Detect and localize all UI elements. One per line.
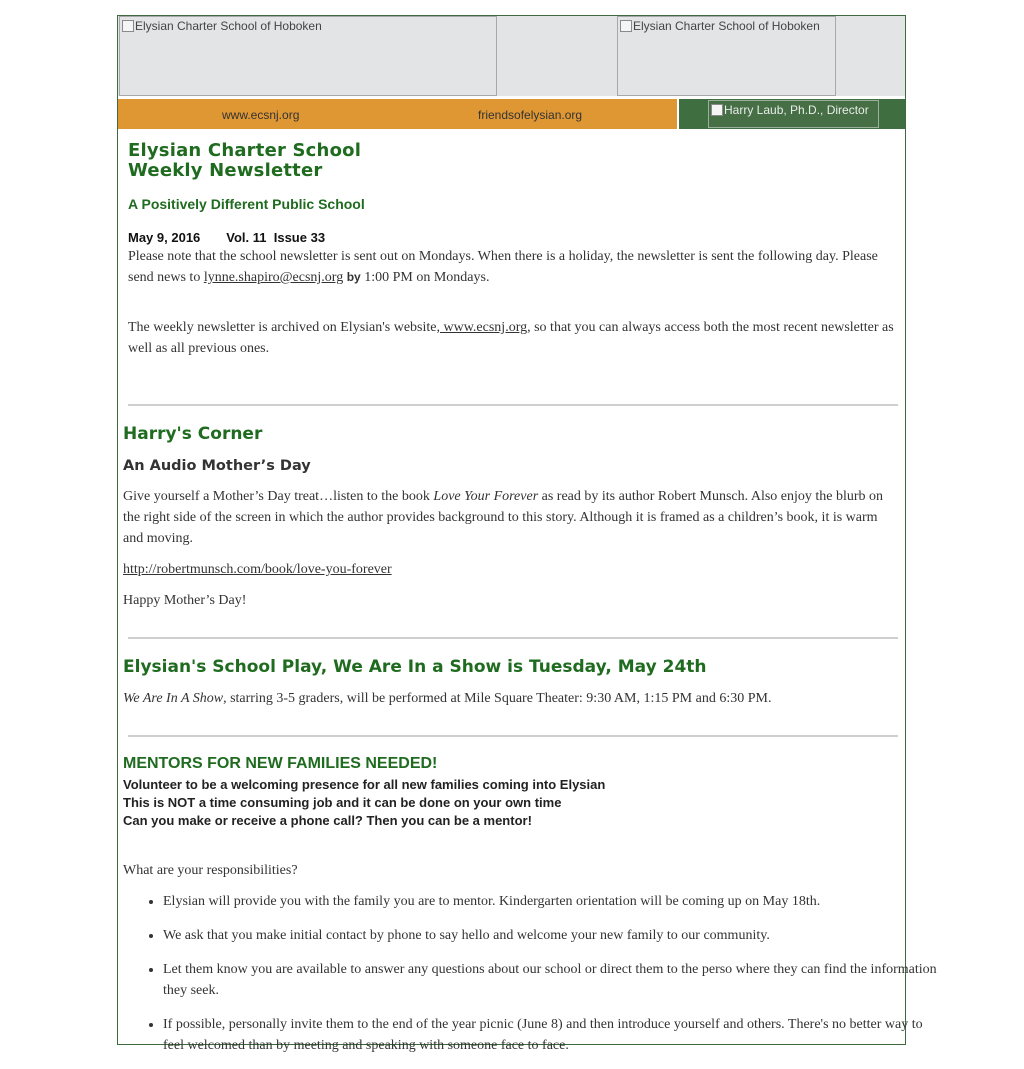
issue-dateline: May 9, 2016 Vol. 11 Issue 33	[128, 230, 326, 245]
submission-note: Please note that the school newsletter is sent out on Mondays. When there is a holiday, the newsletter is sent the following day. Please send news to lynne.shapiro@ecsnj.org by 1:00 PM on Mondays.	[128, 249, 878, 285]
broken-image-icon	[711, 104, 723, 116]
archive-note: The weekly newsletter is archived on Elysian's website, www.ecsnj.org, so that you can always access both the most recent newsletter as well as all previous ones.	[128, 320, 894, 356]
newsletter-title: Elysian Charter School Weekly Newsletter	[128, 140, 362, 181]
newsletter-frame	[117, 15, 937, 1053]
section-divider	[128, 735, 898, 737]
school-website-link[interactable]: www.ecsnj.org	[222, 108, 300, 122]
archive-website-link[interactable]: www.ecsnj.org	[440, 320, 528, 335]
school-banner-image: Elysian Charter School of Hoboken	[617, 16, 836, 96]
friends-website-link[interactable]: friendsofelysian.org	[478, 108, 583, 122]
director-image: Harry Laub, Ph.D., Director	[708, 100, 879, 128]
email-link[interactable]: lynne.shapiro@ecsnj.org	[203, 270, 344, 285]
director-bar	[679, 99, 905, 129]
broken-image-icon	[122, 20, 134, 32]
section-divider	[128, 637, 898, 639]
closing-line: Happy Mother’s Day!	[123, 593, 247, 608]
harrys-corner-subheading: An Audio Mother’s Day	[123, 458, 311, 474]
list-item: • Let them know you are available to answer any questions about our school or direct them to the perso where they can find the information they seek.	[163, 959, 943, 1001]
play-paragraph: We Are In A Show, starring 3-5 graders, will be performed at Mile Square Theater: 9:30 AM, 1:15 PM and 6:30 PM.	[123, 691, 772, 706]
tagline: A Positively Different Public School	[128, 196, 365, 212]
list-item: • If possible, personally invite them to the end of the year picnic (June 8) and then introduce yourself and others. There's no better way to feel welcomed than by meeting and speaking with someone face to face.	[163, 1014, 943, 1056]
mentors-line: This is NOT a time consuming job and it can be done on your own time	[123, 795, 562, 810]
mentors-heading: MENTORS FOR NEW FAMILIES NEEDED!	[123, 755, 438, 772]
harrys-corner-heading: Harry's Corner	[123, 424, 263, 444]
section-divider	[128, 404, 898, 406]
play-heading: Elysian's School Play, We Are In a Show is Tuesday, May 24th	[123, 657, 707, 677]
book-link-paragraph	[123, 559, 898, 580]
school-logo-image: Elysian Charter School of Hoboken	[119, 16, 497, 96]
book-link[interactable]: http://robertmunsch.com/book/love-you-forever	[123, 562, 392, 577]
list-item: • We ask that you make initial contact by phone to say hello and welcome your new family to our community.	[163, 925, 943, 946]
responsibilities-question: What are your responsibilities?	[123, 863, 298, 878]
list-item: • Elysian will provide you with the family you are to mentor. Kindergarten orientation will be coming up on May 18th.	[163, 891, 943, 912]
harrys-corner-paragraph: Give yourself a Mother’s Day treat…listen to the book Love Your Forever as read by its author Robert Munsch. Also enjoy the blurb on the right side of the screen in which the author provides background to this story. Although it is framed as a children’s book, it is warm and moving.	[123, 489, 884, 546]
responsibilities-list	[123, 891, 943, 1069]
mentors-line: Volunteer to be a welcoming presence for all new families coming into Elysian	[123, 777, 606, 792]
links-bar	[118, 99, 677, 129]
broken-image-icon	[620, 20, 632, 32]
mentors-line: Can you make or receive a phone call? Then you can be a mentor!	[123, 813, 532, 828]
